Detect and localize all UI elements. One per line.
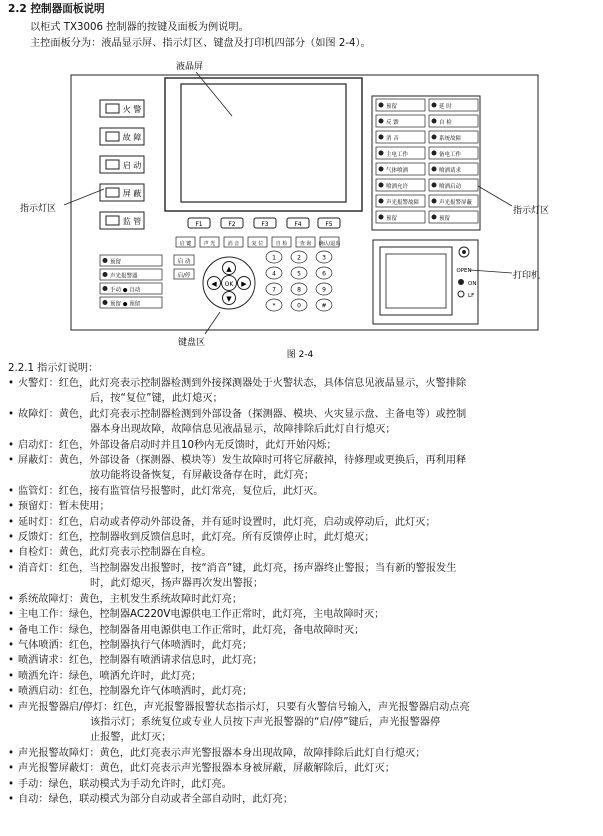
svg-text:1: 1 bbox=[272, 254, 276, 262]
svg-text:自 检: 自 检 bbox=[439, 120, 452, 126]
svg-text:气体喷洒: 气体喷洒 bbox=[386, 168, 409, 174]
svg-text:喷洒允许: 喷洒允许 bbox=[386, 184, 409, 190]
indicator-desc: ：暂未使用； bbox=[48, 501, 110, 513]
svg-text:复 位: 复 位 bbox=[251, 241, 264, 247]
svg-text:确认/退出: 确认/退出 bbox=[318, 241, 341, 247]
indicator-name: 备电工作 bbox=[18, 624, 59, 636]
indicator-desc: 放功能将设备恢复，有屏蔽设备存在时，此灯亮； bbox=[90, 470, 315, 482]
left-indicator-button[interactable] bbox=[100, 128, 144, 145]
indicator-desc: ：黄色，此灯亮表示声光警报器本身出现故障，故障排除后此灯自行熄灭； bbox=[89, 747, 426, 759]
svg-text:启 动: 启 动 bbox=[177, 259, 191, 265]
right-indicator bbox=[429, 147, 478, 159]
svg-text:系统故障: 系统故障 bbox=[439, 136, 462, 142]
svg-text:#: # bbox=[321, 302, 327, 310]
indicator-item bbox=[8, 700, 598, 715]
indicator-item-continuation bbox=[8, 391, 598, 406]
indicator-desc: ：红色，控制器执行气体喷洒时，此灯亮； bbox=[58, 639, 253, 651]
left-indicator-button[interactable] bbox=[100, 184, 144, 201]
indicator-desc: ：黄色，外部设备（探测器、模块等）发生故障时可将它屏蔽掉，待修理或更换后，再利用释 bbox=[48, 455, 467, 467]
indicator-desc: 该指示灯；系统复位或专业人员按下声光报警器的“启/停”键后，声光报警器停 bbox=[90, 716, 441, 728]
right-indicator bbox=[376, 115, 425, 127]
indicator-item-continuation bbox=[8, 468, 598, 483]
svg-text:监 管: 监 管 bbox=[122, 217, 142, 226]
bullet-icon: • bbox=[8, 593, 15, 605]
svg-text:预留: 预留 bbox=[110, 259, 122, 266]
indicator-name: 声光报警故障灯 bbox=[18, 747, 90, 759]
indicator-item bbox=[8, 669, 598, 684]
right-indicator bbox=[429, 99, 478, 111]
right-indicator bbox=[376, 99, 425, 111]
right-indicator bbox=[429, 179, 478, 191]
svg-text:屏 蔽: 屏 蔽 bbox=[122, 189, 142, 198]
svg-text:自 检: 自 检 bbox=[275, 241, 288, 247]
svg-text:启 键: 启 键 bbox=[179, 241, 192, 247]
bullet-icon: • bbox=[8, 378, 15, 389]
right-indicator bbox=[376, 195, 425, 207]
svg-text:◀: ◀ bbox=[211, 280, 217, 288]
bullet-icon: • bbox=[8, 670, 15, 682]
indicator-name: 火警灯 bbox=[18, 378, 49, 389]
svg-text:OPEN: OPEN bbox=[456, 268, 472, 274]
right-indicator bbox=[376, 147, 425, 159]
indicator-item bbox=[8, 484, 598, 499]
svg-text:F4: F4 bbox=[294, 221, 302, 228]
svg-text:预留: 预留 bbox=[439, 216, 451, 222]
section-heading: 2.2 控制器面板说明 bbox=[8, 3, 105, 15]
indicator-desc: ：红色，外部设备启动时并且10秒内无反馈时，此灯开始闪烁； bbox=[48, 439, 337, 451]
left-indicator-button[interactable] bbox=[100, 156, 144, 173]
indicator-desc: ：红色，此灯亮表示控制器检测到外接探测器处于火警状态，具体信息见液晶显示，火警排除 bbox=[48, 378, 467, 389]
indicator-name: 声光报警屏蔽灯 bbox=[18, 763, 90, 775]
bullet-icon: • bbox=[8, 793, 15, 805]
indicator-item bbox=[8, 623, 598, 638]
svg-text:手动 ● 自动: 手动 ● 自动 bbox=[110, 287, 141, 294]
svg-text:F2: F2 bbox=[228, 221, 236, 228]
right-indicator bbox=[429, 211, 478, 223]
label-indicator-right: 指示灯区 bbox=[513, 206, 550, 216]
indicator-desc: ：绿色，控制器备用电源供电工作正常时，此灯亮，备电故障时灭； bbox=[58, 624, 365, 636]
svg-text:2: 2 bbox=[297, 254, 301, 262]
indicator-desc: ：绿色，喷洒允许时，此灯亮； bbox=[58, 670, 202, 682]
indicator-desc: ：黄色，此灯亮表示声光警报器本身被屏蔽，屏蔽解除后，此灯灭； bbox=[89, 763, 395, 775]
indicator-item-continuation bbox=[8, 715, 598, 730]
indicator-name: 喷洒启动 bbox=[18, 686, 59, 698]
svg-text:▼: ▼ bbox=[226, 295, 232, 303]
right-indicator bbox=[376, 131, 425, 143]
bullet-icon: • bbox=[8, 763, 15, 775]
indicator-item-continuation bbox=[8, 422, 598, 437]
indicator-name: 手动 bbox=[18, 778, 39, 790]
bullet-icon: • bbox=[8, 485, 15, 497]
lcd-screen bbox=[181, 84, 346, 202]
svg-text:F3: F3 bbox=[261, 221, 269, 228]
indicator-desc: ：红色，控制器允许气体喷洒时，此灯亮； bbox=[58, 686, 253, 698]
svg-text:延 时: 延 时 bbox=[439, 104, 452, 110]
indicator-desc: ：黄色，主机发生系统故障时此灯亮； bbox=[68, 593, 243, 605]
svg-text:▲: ▲ bbox=[226, 265, 232, 273]
bullet-icon: • bbox=[8, 408, 15, 420]
svg-text:F5: F5 bbox=[325, 221, 333, 228]
indicator-item bbox=[8, 684, 598, 699]
bullet-icon: • bbox=[8, 547, 15, 559]
svg-text:7: 7 bbox=[272, 286, 276, 294]
indicator-desc: ：黄色，此灯亮表示控制器检测到外部设备（探测器、模块、火灾显示盘、主备电等）或控制 bbox=[48, 408, 467, 420]
svg-text:▶: ▶ bbox=[241, 280, 247, 288]
indicator-desc: 后，按“复位”键，此灯熄灭； bbox=[90, 393, 223, 405]
indicator-name: 喷洒请求 bbox=[18, 655, 59, 667]
svg-text:ON: ON bbox=[468, 281, 477, 287]
indicator-name: 反馈灯 bbox=[18, 532, 49, 544]
svg-text:0: 0 bbox=[297, 302, 301, 310]
indicator-item bbox=[8, 792, 598, 807]
svg-text:6: 6 bbox=[322, 270, 326, 278]
indicator-name: 故障灯 bbox=[18, 408, 49, 420]
bullet-icon: • bbox=[8, 609, 15, 621]
label-printer: 打印机 bbox=[513, 271, 541, 281]
svg-text:3: 3 bbox=[322, 254, 326, 262]
label-lcd: 液晶屏 bbox=[176, 62, 204, 72]
svg-text:启 动: 启 动 bbox=[122, 161, 142, 170]
indicator-name: 启动灯 bbox=[18, 439, 49, 451]
direction-pad bbox=[203, 257, 255, 309]
svg-text:5: 5 bbox=[297, 270, 301, 278]
bullet-icon: • bbox=[8, 532, 15, 544]
indicator-desc: ：红色，启动或者停动外部设备，并有延时设置时，此灯亮，启动或停动后，此灯灭； bbox=[48, 516, 436, 528]
svg-text:消 音: 消 音 bbox=[386, 136, 399, 142]
svg-text:9: 9 bbox=[322, 286, 326, 294]
sub-heading: 2.2.1 指示灯说明： bbox=[8, 363, 99, 374]
svg-text:预留: 预留 bbox=[386, 104, 398, 110]
indicator-name: 主电工作 bbox=[18, 609, 59, 621]
indicator-name: 消音灯 bbox=[18, 562, 49, 574]
svg-text:8: 8 bbox=[297, 286, 301, 294]
indicator-desc: ：红色，控制器收到反馈信息时，此灯亮。所有反馈停止时，此灯熄灭； bbox=[48, 532, 375, 544]
svg-text:喷洒请求: 喷洒请求 bbox=[439, 168, 462, 174]
svg-text:故 障: 故 障 bbox=[122, 133, 142, 142]
indicator-description-list bbox=[8, 376, 598, 807]
indicator-item bbox=[8, 638, 598, 653]
indicator-item bbox=[8, 530, 598, 545]
indicator-name: 系统故障灯 bbox=[18, 593, 69, 605]
svg-text:预留 ● 预留: 预留 ● 预留 bbox=[110, 301, 141, 308]
indicator-item bbox=[8, 438, 598, 453]
indicator-item bbox=[8, 592, 598, 607]
bullet-icon: • bbox=[8, 686, 15, 698]
indicator-desc: ：红色，接有监管信号报警时，此灯常亮，复位后，此灯灭。 bbox=[48, 485, 324, 497]
svg-text:消 音: 消 音 bbox=[227, 241, 240, 247]
svg-text:LF: LF bbox=[468, 293, 475, 299]
svg-text:声光报警器: 声光报警器 bbox=[110, 273, 138, 280]
indicator-item bbox=[8, 515, 598, 530]
right-indicator bbox=[376, 163, 425, 175]
indicator-desc: ：红色，控制器有喷洒请求信息时，此灯亮； bbox=[58, 655, 263, 667]
right-indicator bbox=[376, 211, 425, 223]
indicator-name: 自检灯 bbox=[18, 547, 49, 559]
indicator-item bbox=[8, 761, 598, 776]
figure-controller-panel bbox=[0, 0, 603, 370]
lower-left-indicator bbox=[100, 255, 162, 266]
svg-text:预留: 预留 bbox=[386, 216, 398, 222]
indicator-desc: 止报警，此灯灭； bbox=[90, 732, 172, 744]
figure-caption: 图 2-4 bbox=[286, 350, 314, 360]
indicator-name: 自动 bbox=[18, 793, 39, 805]
indicator-desc: 时，此灯熄灭，扬声器再次发出警报； bbox=[90, 578, 264, 590]
svg-text:反 馈: 反 馈 bbox=[386, 120, 399, 126]
label-keyboard: 键盘区 bbox=[178, 338, 206, 348]
bullet-icon: • bbox=[8, 562, 15, 574]
bullet-icon: • bbox=[8, 639, 15, 651]
bullet-icon: • bbox=[8, 701, 15, 713]
indicator-desc: ：黄色，此灯亮表示控制器在自检。 bbox=[48, 547, 212, 559]
printer bbox=[373, 240, 478, 324]
bullet-icon: • bbox=[8, 778, 15, 790]
indicator-item bbox=[8, 561, 598, 576]
svg-text:声光报警故障: 声光报警故障 bbox=[386, 200, 420, 206]
indicator-item bbox=[8, 653, 598, 668]
right-indicator bbox=[429, 163, 478, 175]
indicator-item bbox=[8, 376, 598, 391]
bullet-icon: • bbox=[8, 624, 15, 636]
bullet-icon: • bbox=[8, 439, 15, 451]
intro-line-2: 主控面板分为：液晶显示屏、指示灯区、键盘及打印机四部分（如图 2-4）。 bbox=[30, 38, 371, 49]
indicator-item bbox=[8, 545, 598, 560]
intro-line-1: 以柜式 TX3006 控制器的按键及面板为例说明。 bbox=[30, 22, 249, 33]
indicator-item bbox=[8, 407, 598, 422]
indicator-item-continuation bbox=[8, 730, 598, 745]
right-indicator bbox=[429, 131, 478, 143]
indicator-desc: ：绿色，联动模式为手动允许时，此灯亮。 bbox=[38, 778, 232, 790]
lower-left-indicator bbox=[100, 283, 162, 294]
lower-left-indicator bbox=[100, 269, 162, 280]
bullet-icon: • bbox=[8, 455, 15, 467]
indicator-item-continuation bbox=[8, 576, 598, 591]
indicator-item bbox=[8, 499, 598, 514]
bullet-icon: • bbox=[8, 655, 15, 667]
indicator-name: 延时灯 bbox=[18, 516, 49, 528]
svg-text:启/停: 启/停 bbox=[177, 273, 191, 279]
lower-left-indicator bbox=[100, 297, 162, 308]
indicator-desc: 器本身出现故障，故障信息见液晶显示，故障排除后此灯自行熄灭； bbox=[90, 424, 396, 436]
svg-text:声光报警屏蔽: 声光报警屏蔽 bbox=[439, 200, 473, 206]
indicator-desc: ：绿色，控制器AC220V电源供电工作正常时，此灯亮，主电故障时灭； bbox=[58, 609, 385, 621]
indicator-name: 喷洒允许 bbox=[18, 670, 59, 682]
svg-text:喷洒启动: 喷洒启动 bbox=[439, 184, 462, 190]
right-indicator bbox=[376, 179, 425, 191]
left-indicator-button[interactable] bbox=[100, 212, 144, 229]
label-indicator-left: 指示灯区 bbox=[20, 204, 57, 214]
indicator-name: 气体喷洒 bbox=[18, 639, 59, 651]
left-indicator-button[interactable] bbox=[100, 100, 144, 117]
indicator-name: 声光报警器启/停灯 bbox=[18, 701, 103, 713]
svg-text:主电工作: 主电工作 bbox=[386, 152, 409, 158]
svg-text:OK: OK bbox=[224, 281, 234, 288]
bullet-icon: • bbox=[8, 501, 15, 513]
right-indicator bbox=[429, 115, 478, 127]
indicator-name: 监管灯 bbox=[18, 485, 49, 497]
indicator-desc: ：绿色，联动模式为部分自动或者全部自动时，此灯亮； bbox=[38, 793, 294, 805]
indicator-desc: ：红色，声光报警器报警状态指示灯，只要有火警信号输入，声光报警器启动点亮 bbox=[102, 701, 470, 713]
indicator-desc: ：红色，当控制器发出报警时，按“消音”键，此灯亮，扬声器终止警报；当有新的警报发生 bbox=[48, 562, 457, 574]
bullet-icon: • bbox=[8, 747, 15, 759]
indicator-item bbox=[8, 607, 598, 622]
svg-text:备电工作: 备电工作 bbox=[439, 152, 462, 158]
svg-text:查 询: 查 询 bbox=[299, 241, 312, 247]
indicator-name: 屏蔽灯 bbox=[18, 455, 49, 467]
svg-text:声 光: 声 光 bbox=[203, 241, 216, 247]
bullet-icon: • bbox=[8, 516, 15, 528]
right-indicator bbox=[429, 195, 478, 207]
indicator-item bbox=[8, 453, 598, 468]
svg-text:4: 4 bbox=[272, 270, 276, 278]
svg-text:火 警: 火 警 bbox=[122, 105, 142, 114]
indicator-item bbox=[8, 777, 598, 792]
svg-text:F1: F1 bbox=[195, 221, 203, 228]
indicator-item bbox=[8, 746, 598, 761]
indicator-name: 预留灯 bbox=[18, 501, 49, 513]
svg-text:*: * bbox=[272, 302, 276, 310]
